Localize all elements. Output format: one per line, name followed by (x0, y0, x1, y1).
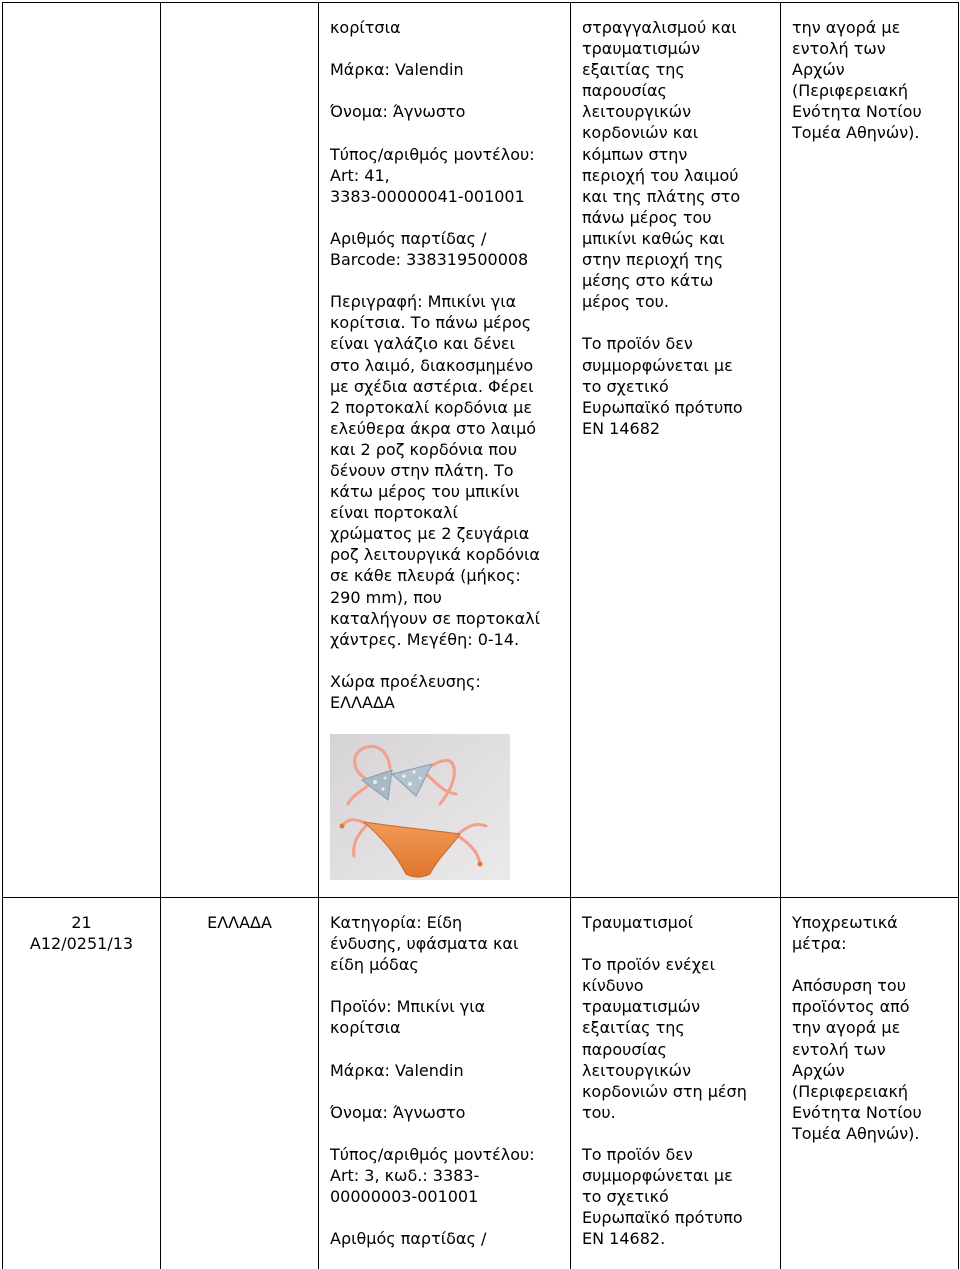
row2-brand: Μάρκα: Valendin (330, 1060, 464, 1080)
row1-brand: Μάρκα: Valendin (330, 60, 464, 80)
row2-product: Προϊόν: Μπικίνι για κορίτσια (330, 997, 486, 1038)
row2-measures-text: Απόσυρση του προϊόντος από την αγορά με εντολή των Αρχών (Περιφερειακή Ενότητα Νοτίου Τομέα Αθηνών). (792, 976, 922, 1143)
row2-code: A12/0251/13 (29, 934, 134, 954)
row1-risk-cell (570, 2, 780, 897)
row2-name: Όνομα: Άγνωστο (330, 1102, 466, 1122)
product-photo (330, 734, 510, 880)
row1-name: Όνομα: Άγνωστο (330, 102, 466, 122)
row1-measures-cell (780, 2, 959, 897)
row1-product-text: κορίτσια (330, 18, 401, 37)
row2-measures-cell (780, 897, 959, 1269)
row2-country-cell (160, 897, 318, 1269)
row2-measures-type: Υποχρεωτικά μέτρα: (792, 913, 898, 954)
bead-left (340, 824, 345, 829)
bead-right (478, 862, 483, 867)
row2-number-cell (2, 897, 160, 1269)
row1-product-cell (318, 2, 570, 897)
row2-risk-type: Τραυματισμοί (582, 913, 694, 932)
row1-description: Περιγραφή: Μπικίνι για κορίτσια. Το πάνω μέρος είναι γαλάζιο και δένει στο λαιμό, διακοσμημένο με σχέδια αστέρια. Φέρει 2 πορτοκαλί κορδόνια με ελεύθερα άκρα στο λαιμό και 2 ροζ κορδόνια που δένουν στην πλάτη. Το κάτω μέρος του μπικίνι είναι πορτοκαλί χρώματος με 2 ζευγάρια ροζ λειτουργικά κορδόνια σε κάθε πλευρά (μήκος: 290 mm), που καταλήγουν σε πορτοκαλί χάντρες. Μεγέθη: 0-14. (330, 292, 541, 649)
row1-country-cell (160, 2, 318, 897)
row1-risk-description: στραγγαλισμού και τραυματισμών εξαιτίας της παρουσίας λειτουργικών κορδονιών και κόμπων στην περιοχή του λαιμού και της πλάτης στο πάνω μέρος του μπικίνι καθώς και στην περιοχή της μέσης στο κάτω μέρος του. (582, 18, 741, 312)
row2-risk-standard: Το προϊόν δεν συμμορφώνεται με το σχετικό Ευρωπαϊκό πρότυπο ΕΝ 14682. (582, 1145, 743, 1249)
row1-batch-barcode: Αριθμός παρτίδας / Barcode: 338319500008 (330, 228, 529, 270)
row2-product-cell (318, 897, 570, 1269)
row2-batch: Αριθμός παρτίδας / (330, 1229, 487, 1249)
row2-category: Κατηγορία: Είδη ένδυσης, υφάσματα και είδη μόδας (330, 913, 519, 975)
row1-measures-text: την αγορά με εντολή των Αρχών (Περιφερειακή Ενότητα Νοτίου Τομέα Αθηνών). (792, 18, 922, 143)
row1-country-of-origin: Χώρα προέλευσης: ΕΛΛΑΔΑ (330, 671, 481, 712)
row2-model: Τύπος/αριθμός μοντέλου: Art: 3, κωδ.: 3383- 00000003-001001 (330, 1145, 535, 1207)
row2-risk-cell (570, 897, 780, 1269)
row2-risk-description: Το προϊόν ενέχει κίνδυνο τραυματισμών εξαιτίας της παρουσίας λειτουργικών κορδονιών στη μέση του. (582, 955, 747, 1122)
row1-model: Τύπος/αριθμός μοντέλου: Art: 41, 3383-00000041-001001 (330, 144, 535, 206)
row1-number-cell (2, 2, 160, 897)
row1-risk-standard: Το προϊόν δεν συμμορφώνεται με το σχετικό Ευρωπαϊκό πρότυπο ΕΝ 14682 (582, 334, 743, 438)
row2-country: ΕΛΛΑΔΑ (207, 913, 272, 932)
row2-number: 21 (71, 913, 92, 932)
